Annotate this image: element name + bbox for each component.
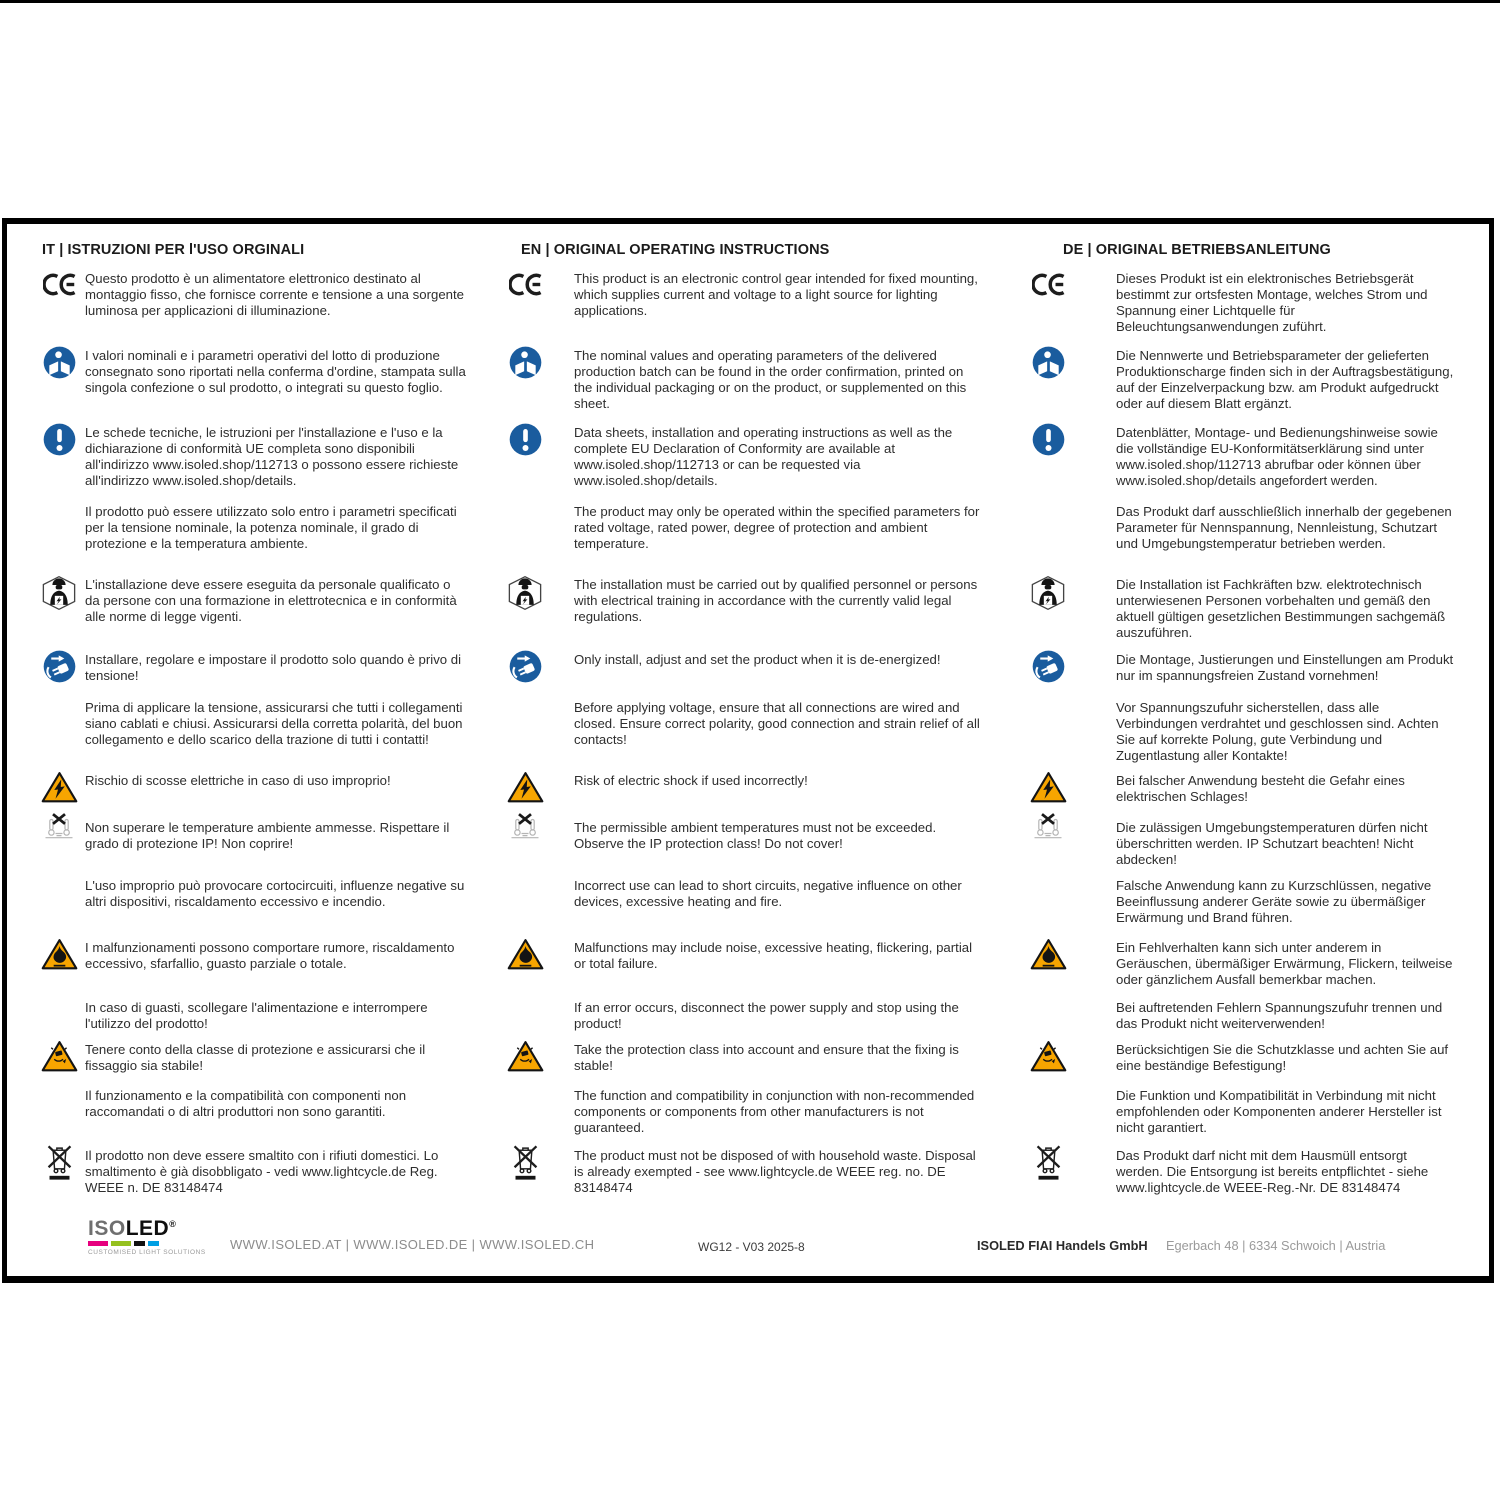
paragraph-it-14: Il funzionamento e la compatibilità con componenti non raccomandati o di altri produttori non sono garantiti. xyxy=(85,1088,407,1119)
paragraph-en-2: The nominal values and operating parameters of the delivered production batch can be found in the order confirmation, printed on the individual packaging or on the product, or supplemented on this sheet. xyxy=(574,348,967,411)
ce-mark-icon xyxy=(39,271,79,296)
paragraph-de-8: Bei falscher Anwendung besteht die Gefahr eines elektrischen Schlages! xyxy=(1116,773,1405,804)
weee-bin-icon xyxy=(1028,1143,1068,1182)
temperature-limit-icon xyxy=(1028,812,1068,840)
ce-mark-icon xyxy=(505,271,545,296)
paragraph-en-11: Malfunctions may include noise, excessive heating, flickering, partial or total failure. xyxy=(574,940,973,971)
fire-warning-icon xyxy=(1028,938,1068,971)
protection-class-warning-icon xyxy=(505,1040,545,1073)
isoled-wordmark xyxy=(88,1214,228,1239)
electrician-icon xyxy=(505,575,545,611)
paragraph-en-3: Data sheets, installation and operating instructions as well as the complete EU Declaration of Conformity are available at www.isoled.shop/112713 or can be requested via www.isoled.shop/details. xyxy=(574,425,953,488)
disconnect-plug-icon xyxy=(505,650,545,683)
paragraph-de-5: Die Installation ist Fachkräften bzw. elektrotechnisch unterwiesenen Personen vorbehalten und gemäß den aktuell gültigen gesetzlichen Bestimmungen sachgemäß auszuführen. xyxy=(1116,577,1446,640)
weee-bin-icon xyxy=(39,1143,79,1182)
read-manual-icon xyxy=(1028,346,1068,379)
read-manual-icon xyxy=(505,346,545,379)
isoled-logo xyxy=(88,1214,228,1256)
logo-bar-magenta xyxy=(88,1241,108,1246)
read-manual-icon xyxy=(39,346,79,379)
temperature-limit-icon xyxy=(505,812,545,840)
paragraph-it-5: L'installazione deve essere eseguita da personale qualificato o da persone con una formazione in elettrotecnica e in conformità alle norme di legge vigenti. xyxy=(85,577,457,624)
paragraph-it-4: Il prodotto può essere utilizzato solo entro i parametri specificati per la tensione nominale, la potenza nominale, il grado di protezione e la temperatura ambiente. xyxy=(85,504,457,551)
paragraph-it-15: Il prodotto non deve essere smaltito con i rifiuti domestici. Lo smaltimento è già disobbligato - vedi www.lightcycle.de Reg. WEEE n. DE 83148474 xyxy=(85,1148,439,1195)
paragraph-en-12: If an error occurs, disconnect the power supply and stop using the product! xyxy=(574,1000,959,1031)
paragraph-en-8: Risk of electric shock if used incorrectly! xyxy=(574,773,808,788)
paragraph-de-14: Die Funktion und Kompatibilität in Verbindung mit nicht empfohlenden oder Komponenten anderer Hersteller ist nicht garantiert. xyxy=(1116,1088,1442,1135)
paragraph-en-5: The installation must be carried out by qualified personnel or persons with electrical training in accordance with the currently valid legal regulations. xyxy=(574,577,978,624)
company-name: ISOLED FIAI Handels GmbH xyxy=(977,1238,1148,1253)
electric-shock-warning-icon xyxy=(1028,771,1068,804)
column-header-it: IT | ISTRUZIONI PER l'USO ORGINALI xyxy=(42,242,305,258)
disconnect-plug-icon xyxy=(1028,650,1068,683)
top-edge-line xyxy=(0,0,1500,3)
paragraph-de-6: Die Montage, Justierungen und Einstellungen am Produkt nur im spannungsfreien Zustand vornehmen! xyxy=(1116,652,1454,683)
protection-class-warning-icon xyxy=(39,1040,79,1073)
paragraph-it-12: In caso di guasti, scollegare l'alimentazione e interrompere l'utilizzo del prodotto! xyxy=(85,1000,428,1031)
fire-warning-icon xyxy=(39,938,79,971)
temperature-limit-icon xyxy=(39,812,79,840)
paragraph-de-15: Das Produkt darf nicht mit dem Hausmüll entsorgt werden. Die Entsorgung ist bereits entpflichtet - siehe www.lightcycle.de WEEE-Reg.-Nr. DE 83148474 xyxy=(1116,1148,1429,1195)
exclamation-icon xyxy=(505,423,545,456)
paragraph-de-9: Die zulässigen Umgebungstemperaturen dürfen nicht überschritten werden. IP Schutzart beachten! Nicht abdecken! xyxy=(1116,820,1428,867)
document-code: WG12 - V03 2025-8 xyxy=(698,1240,805,1254)
paragraph-en-4: The product may only be operated within the specified parameters for rated voltage, rated power, degree of protection and ambient temperature. xyxy=(574,504,980,551)
logo-bar-cyan xyxy=(148,1241,159,1246)
paragraph-de-2: Die Nennwerte und Betriebsparameter der gelieferten Produktionscharge finden sich in der Auftragsbestätigung, auf der Einzelverpackung bzw. am Produkt aufgedruckt oder auf diesem Blatt ergänzt. xyxy=(1116,348,1454,411)
exclamation-icon xyxy=(39,423,79,456)
paragraph-de-1: Dieses Produkt ist ein elektronisches Betriebsgerät bestimmt zur ortsfesten Montage, welches Strom und Spannung einer Lichtquelle für Beleuchtungsanwendungen zuführt. xyxy=(1116,271,1428,334)
paragraph-de-7: Vor Spannungszufuhr sicherstellen, dass alle Verbindungen verdrahtet und geschlossen sind. Achten Sie auf korrekte Polung, gute Verbindung und Zugentlastung aller Kontakte! xyxy=(1116,700,1439,763)
column-header-en: EN | ORIGINAL OPERATING INSTRUCTIONS xyxy=(521,242,830,258)
logo-iso-text: ISO xyxy=(88,1217,126,1240)
paragraph-it-11: I malfunzionamenti possono comportare rumore, riscaldamento eccessivo, sfarfallio, guasto parziale o totale. xyxy=(85,940,455,971)
paragraph-de-13: Berücksichtigen Sie die Schutzklasse und achten Sie auf eine beständige Befestigung! xyxy=(1116,1042,1449,1073)
paragraph-it-8: Rischio di scosse elettriche in caso di uso improprio! xyxy=(85,773,391,788)
paragraph-en-14: The function and compatibility in conjunction with non-recommended components or components from other manufacturers is not guaranteed. xyxy=(574,1088,975,1135)
paragraph-en-7: Before applying voltage, ensure that all connections are wired and closed. Ensure correct polarity, good connection and strain relief of all contacts! xyxy=(574,700,980,747)
paragraph-it-6: Installare, regolare e impostare il prodotto solo quando è privo di tensione! xyxy=(85,652,462,683)
paragraph-it-7: Prima di applicare la tensione, assicurarsi che tutti i collegamenti siano cablati e chiusi. Assicurarsi della corretta polarità, del buon collegamento e dello scarico della trazione di tutti i contatti! xyxy=(85,700,463,747)
paragraph-en-10: Incorrect use can lead to short circuits, negative influence on other devices, excessive heating and fire. xyxy=(574,878,962,909)
logo-bar-green xyxy=(111,1241,131,1246)
logo-bar-black xyxy=(134,1241,145,1246)
registered-mark: ® xyxy=(169,1219,177,1229)
paragraph-en-13: Take the protection class into account and ensure that the fixing is stable! xyxy=(574,1042,959,1073)
paragraph-en-9: The permissible ambient temperatures must not be exceeded. Observe the IP protection class! Do not cover! xyxy=(574,820,937,851)
electric-shock-warning-icon xyxy=(505,771,545,804)
protection-class-warning-icon xyxy=(1028,1040,1068,1073)
paragraph-it-1: Questo prodotto è un alimentatore elettronico destinato al montaggio fisso, che fornisce corrente e tensione a una sorgente luminosa per applicazioni di illuminazione. xyxy=(85,271,465,318)
ce-mark-icon xyxy=(1028,271,1068,296)
paragraph-en-6: Only install, adjust and set the product when it is de-energized! xyxy=(574,652,941,667)
paragraph-it-3: Le schede tecniche, le istruzioni per l'installazione e l'uso e la dichiarazione di conformità UE completa sono disponibili all'indirizzo www.isoled.shop/112713 o possono essere richieste all'indirizzo www.isoled.shop/details. xyxy=(85,425,459,488)
paragraph-it-13: Tenere conto della classe di protezione e assicurarsi che il fissaggio sia stabile! xyxy=(85,1042,426,1073)
paragraph-it-9: Non superare le temperature ambiente ammesse. Rispettare il grado di protezione IP! Non coprire! xyxy=(85,820,450,851)
paragraph-de-12: Bei auftretenden Fehlern Spannungszufuhr trennen und das Produkt nicht weiterverwenden! xyxy=(1116,1000,1443,1031)
exclamation-icon xyxy=(1028,423,1068,456)
paragraph-it-2: I valori nominali e i parametri operativi del lotto di produzione consegnato sono riportati nella conferma d'ordine, stampata sulla singola confezione o sul prodotto, o integrati su questo foglio. xyxy=(85,348,466,395)
electrician-icon xyxy=(1028,575,1068,611)
company-address: Egerbach 48 | 6334 Schwoich | Austria xyxy=(1166,1238,1386,1253)
paragraph-it-10: L'uso improprio può provocare cortocircuiti, influenze negative su altri dispositivi, riscaldamento eccessivo e incendio. xyxy=(85,878,465,909)
paragraph-en-15: The product must not be disposed of with household waste. Disposal is already exempted - see www.lightcycle.de WEEE reg. no. DE 83148474 xyxy=(574,1148,976,1195)
paragraph-de-4: Das Produkt darf ausschließlich innerhalb der gegebenen Parameter für Nennspannung, Nennleistung, Schutzart und Umgebungstemperatur betrieben werden. xyxy=(1116,504,1452,551)
electric-shock-warning-icon xyxy=(39,771,79,804)
logo-led-text: LED xyxy=(125,1217,170,1240)
paragraph-de-3: Datenblätter, Montage- und Bedienungshinweise sowie die vollständige EU-Konformitätserklärung sind unter www.isoled.shop/112713 abrufbar oder können über www.isoled.shop/details angefordert werden. xyxy=(1116,425,1438,488)
paragraph-de-10: Falsche Anwendung kann zu Kurzschlüssen, negative Beeinflussung anderer Geräte sowie zu übermäßiger Erwärmung und Brand führen. xyxy=(1116,878,1432,925)
paragraph-de-11: Ein Fehlverhalten kann sich unter anderem in Geräuschen, übermäßiger Erwärmung, Flickern, teilweise oder gänzlichem Ausfall bemerkbar machen. xyxy=(1116,940,1453,987)
electrician-icon xyxy=(39,575,79,611)
footer-websites: WWW.ISOLED.AT | WWW.ISOLED.DE | WWW.ISOLED.CH xyxy=(230,1237,595,1252)
weee-bin-icon xyxy=(505,1143,545,1182)
logo-color-bars xyxy=(88,1241,166,1246)
fire-warning-icon xyxy=(505,938,545,971)
logo-tagline: CUSTOMISED LIGHT SOLUTIONS xyxy=(88,1248,206,1256)
column-header-de: DE | ORIGINAL BETRIEBSANLEITUNG xyxy=(1063,242,1331,258)
disconnect-plug-icon xyxy=(39,650,79,683)
paragraph-en-1: This product is an electronic control gear intended for fixed mounting, which supplies current and voltage to a light source for lighting applications. xyxy=(574,271,978,318)
